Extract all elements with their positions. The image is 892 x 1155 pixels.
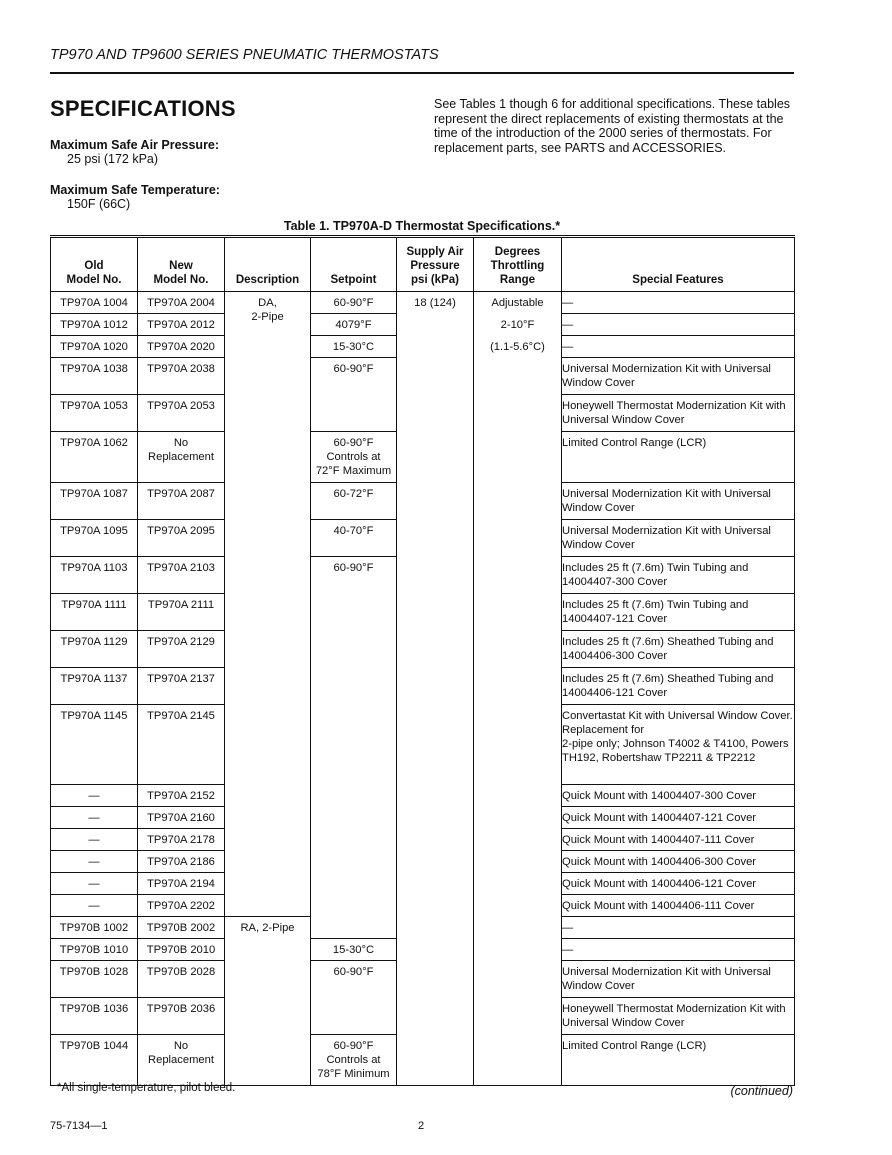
cell-new-model: TP970A 2137: [138, 668, 225, 705]
cell-old-model: TP970B 1036: [51, 998, 138, 1035]
cell-old-model: TP970A 1062: [51, 432, 138, 483]
spec-max-pressure: [50, 138, 219, 166]
cell-old-model: TP970A 1111: [51, 594, 138, 631]
cell-new-model: TP970A 2095: [138, 520, 225, 557]
col-header-description: Description: [225, 237, 311, 292]
col-header-features: Special Features: [562, 237, 795, 292]
cell-features: Convertastat Kit with Universal Window Cover. Replacement for 2-pipe only; Johnson T4002 & T4100, Powers TH192, Robertshaw TP2211 & TP2212: [562, 705, 795, 785]
cell-old-model: TP970A 1087: [51, 483, 138, 520]
cell-new-model: TP970A 2004: [138, 292, 225, 314]
cell-new-model: TP970A 2152: [138, 785, 225, 807]
cell-old-model: TP970B 1028: [51, 961, 138, 998]
cell-new-model: TP970A 2111: [138, 594, 225, 631]
header-rule: [50, 72, 794, 74]
cell-new-model: TP970A 2202: [138, 895, 225, 917]
cell-features: Limited Control Range (LCR): [562, 432, 795, 483]
cell-features: Includes 25 ft (7.6m) Twin Tubing and 14004407-121 Cover: [562, 594, 795, 631]
cell-setpoint: 60-90°F Controls at 72°F Maximum: [311, 432, 397, 483]
cell-new-model: No Replacement: [138, 432, 225, 483]
cell-description: RA, 2-Pipe: [225, 917, 311, 1086]
throttle-line: 2-10°F: [500, 319, 535, 331]
cell-new-model: TP970A 2053: [138, 395, 225, 432]
spec-value: 150F (66C): [67, 197, 131, 211]
cell-throttling-range: [474, 292, 562, 1086]
spec-label: Maximum Safe Air Pressure:: [50, 138, 220, 152]
cell-new-model: TP970A 2020: [138, 336, 225, 358]
cell-old-model: —: [51, 873, 138, 895]
cell-old-model: —: [51, 851, 138, 873]
cell-new-model: TP970A 2012: [138, 314, 225, 336]
cell-features: Quick Mount with 14004407-300 Cover: [562, 785, 795, 807]
cell-old-model: —: [51, 785, 138, 807]
cell-old-model: TP970B 1044: [51, 1035, 138, 1086]
cell-features: Honeywell Thermostat Modernization Kit with Universal Window Cover: [562, 395, 795, 432]
cell-features: Universal Modernization Kit with Universal Window Cover: [562, 483, 795, 520]
running-header: TP970 AND TP9600 SERIES PNEUMATIC THERMOSTATS: [50, 47, 439, 63]
cell-old-model: —: [51, 829, 138, 851]
cell-setpoint: 60-90°F: [311, 557, 397, 939]
cell-features: Includes 25 ft (7.6m) Sheathed Tubing and 14004406-121 Cover: [562, 668, 795, 705]
cell-new-model: TP970A 2186: [138, 851, 225, 873]
cell-setpoint: 15-30°C: [311, 939, 397, 961]
continued-note: (continued): [730, 1084, 793, 1098]
cell-features: Universal Modernization Kit with Universal Window Cover: [562, 961, 795, 998]
cell-old-model: TP970A 1038: [51, 358, 138, 395]
cell-features: Limited Control Range (LCR): [562, 1035, 795, 1086]
cell-new-model: TP970B 2028: [138, 961, 225, 998]
cell-setpoint: 60-90°F: [311, 292, 397, 314]
cell-old-model: —: [51, 807, 138, 829]
cell-features: Quick Mount with 14004406-121 Cover: [562, 873, 795, 895]
cell-description: DA, 2-Pipe: [225, 292, 311, 917]
section-title: SPECIFICATIONS: [50, 96, 236, 121]
cell-features: Honeywell Thermostat Modernization Kit with Universal Window Cover: [562, 998, 795, 1035]
cell-old-model: TP970A 1145: [51, 705, 138, 785]
page-number: 2: [418, 1120, 425, 1132]
cell-new-model: TP970A 2160: [138, 807, 225, 829]
cell-setpoint: 4079°F: [311, 314, 397, 336]
cell-old-model: TP970B 1002: [51, 917, 138, 939]
table-header-row: [51, 237, 795, 292]
cell-old-model: TP970A 1129: [51, 631, 138, 668]
cell-old-model: TP970A 1012: [51, 314, 138, 336]
cell-new-model: TP970A 2103: [138, 557, 225, 594]
cell-features: Quick Mount with 14004407-111 Cover: [562, 829, 795, 851]
cell-old-model: TP970A 1020: [51, 336, 138, 358]
document-number: 75-7134—1: [50, 1120, 108, 1132]
cell-features: Universal Modernization Kit with Universal Window Cover: [562, 520, 795, 557]
cell-supply-pressure: 18 (124): [397, 292, 474, 1086]
cell-new-model: TP970A 2038: [138, 358, 225, 395]
cell-features: —: [562, 292, 795, 314]
cell-features: Quick Mount with 14004406-111 Cover: [562, 895, 795, 917]
cell-features: —: [562, 939, 795, 961]
spec-table: [50, 235, 795, 1086]
cell-features: Quick Mount with 14004407-121 Cover: [562, 807, 795, 829]
cell-old-model: TP970A 1103: [51, 557, 138, 594]
col-header-new: New Model No.: [138, 237, 225, 292]
cell-old-model: TP970A 1053: [51, 395, 138, 432]
intro-paragraph: See Tables 1 though 6 for additional specifications. These tables represent the direct replacements of existing thermostats at the time of the introduction of the 2000 series of thermostats. For replacement parts, see PARTS and ACCESSORIES.: [434, 97, 791, 156]
cell-features: —: [562, 336, 795, 358]
spec-value: 25 psi (172 kPa): [67, 152, 159, 166]
cell-features: —: [562, 917, 795, 939]
cell-new-model: No Replacement: [138, 1035, 225, 1086]
cell-old-model: —: [51, 895, 138, 917]
cell-new-model: TP970B 2036: [138, 998, 225, 1035]
spec-label: Maximum Safe Temperature:: [50, 183, 220, 197]
cell-new-model: TP970B 2002: [138, 917, 225, 939]
cell-new-model: TP970A 2129: [138, 631, 225, 668]
throttle-line: Adjustable: [491, 297, 544, 309]
table-row: [51, 292, 795, 314]
col-header-supply: Supply Air Pressure psi (kPa): [397, 237, 474, 292]
col-header-throttling: Degrees Throttling Range: [474, 237, 562, 292]
cell-setpoint: 15-30°C: [311, 336, 397, 358]
throttle-line: (1.1-5.6°C): [490, 341, 545, 353]
cell-features: Quick Mount with 14004406-300 Cover: [562, 851, 795, 873]
table-caption: Table 1. TP970A-D Thermostat Specifications.*: [283, 219, 561, 233]
spec-max-temperature: [50, 183, 220, 211]
cell-features: Universal Modernization Kit with Universal Window Cover: [562, 358, 795, 395]
col-header-setpoint: Setpoint: [311, 237, 397, 292]
cell-setpoint: 60-72°F: [311, 483, 397, 520]
cell-new-model: TP970A 2087: [138, 483, 225, 520]
cell-features: Includes 25 ft (7.6m) Twin Tubing and 14004407-300 Cover: [562, 557, 795, 594]
cell-setpoint: 60-90°F: [311, 961, 397, 1035]
cell-old-model: TP970A 1095: [51, 520, 138, 557]
cell-features: —: [562, 314, 795, 336]
cell-old-model: TP970A 1004: [51, 292, 138, 314]
cell-new-model: TP970A 2194: [138, 873, 225, 895]
cell-new-model: TP970A 2178: [138, 829, 225, 851]
cell-setpoint: 60-90°F Controls at 78°F Minimum: [311, 1035, 397, 1086]
cell-new-model: TP970A 2145: [138, 705, 225, 785]
table-footnote: *All single-temperature, pilot bleed.: [57, 1082, 236, 1094]
cell-setpoint: 40-70°F: [311, 520, 397, 557]
cell-features: Includes 25 ft (7.6m) Sheathed Tubing and 14004406-300 Cover: [562, 631, 795, 668]
cell-old-model: TP970A 1137: [51, 668, 138, 705]
col-header-old: Old Model No.: [51, 237, 138, 292]
cell-setpoint: 60-90°F: [311, 358, 397, 432]
cell-old-model: TP970B 1010: [51, 939, 138, 961]
cell-new-model: TP970B 2010: [138, 939, 225, 961]
